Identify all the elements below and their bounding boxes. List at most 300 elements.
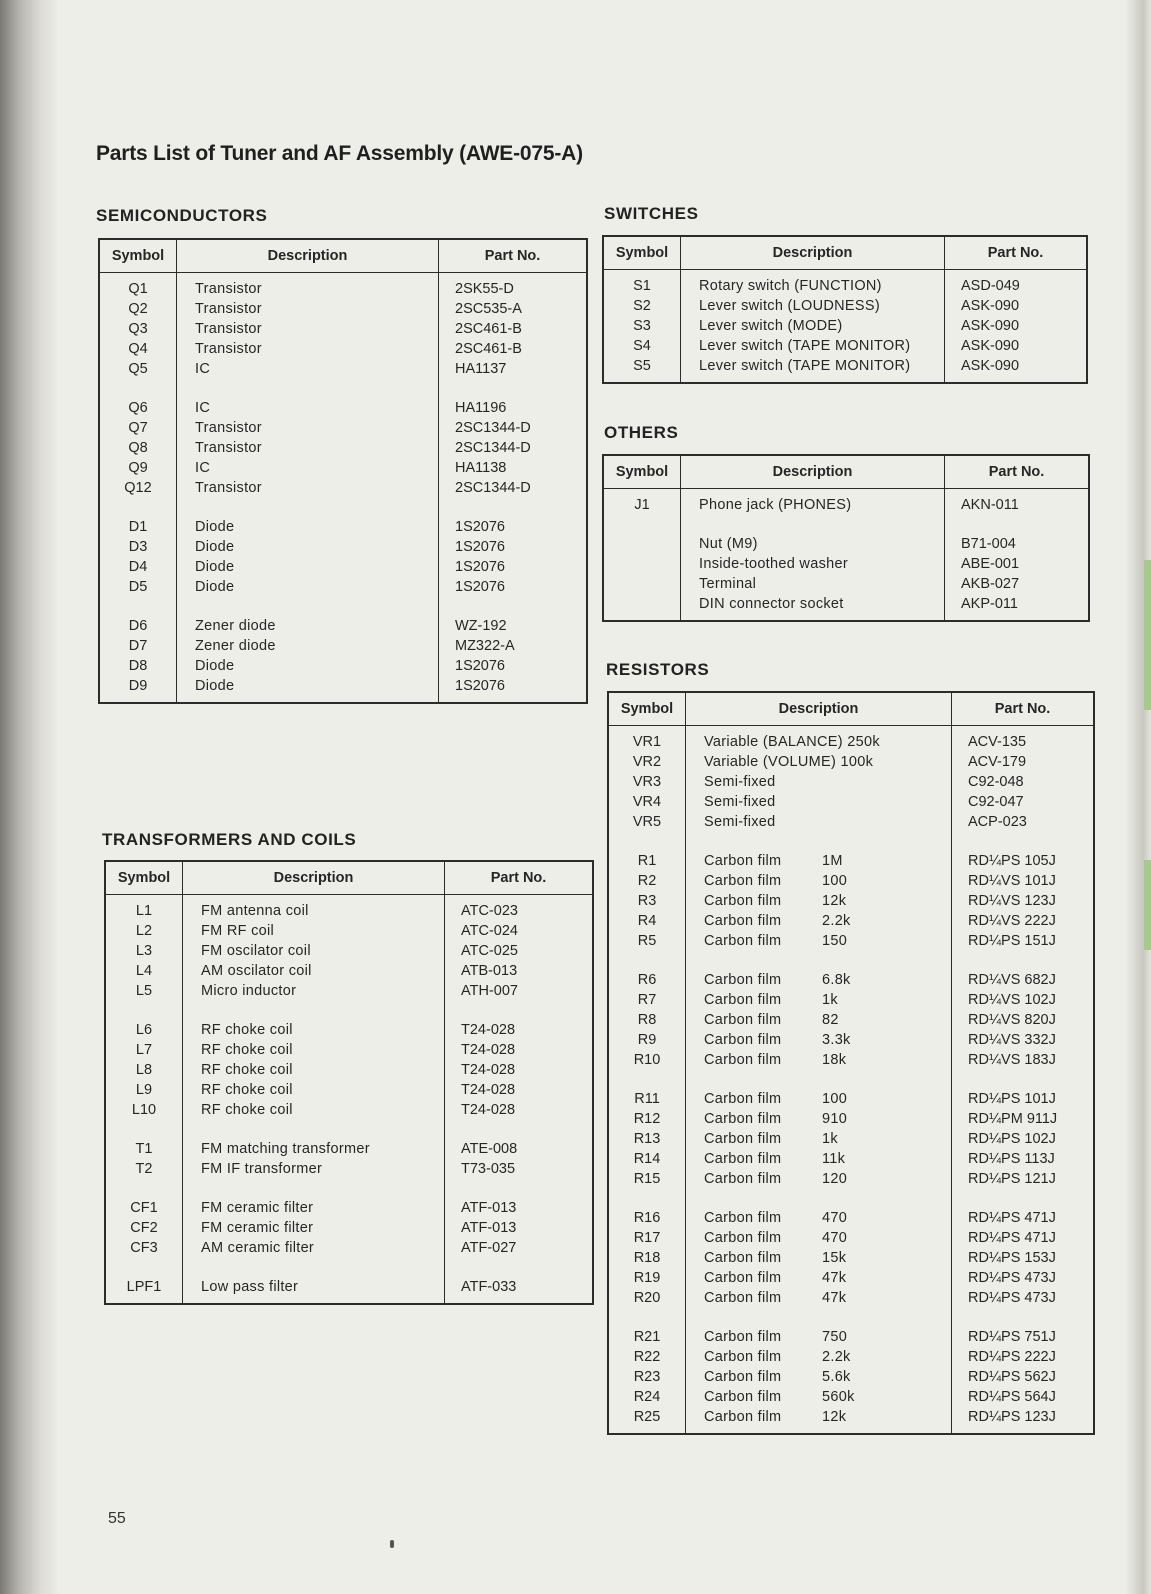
description-cell: Transistor: [195, 281, 262, 297]
symbol-cell: R10: [633, 1052, 661, 1068]
row-gap: [686, 1308, 951, 1327]
symbol-cell: VR3: [632, 774, 662, 790]
table-body: [100, 273, 586, 702]
part-no-cell: RD¼VS 123J: [968, 893, 1056, 909]
row-gap: [609, 951, 685, 970]
resistor-type: Carbon film: [704, 1032, 782, 1048]
part-no-cell: ATC-023: [461, 903, 518, 919]
symbol-cell: Q4: [128, 341, 148, 357]
page-binding-shadow: [0, 0, 58, 1594]
symbol-cell: D6: [128, 618, 148, 634]
part-no-cell: T73-035: [461, 1161, 516, 1177]
description-cell: [686, 1050, 951, 1070]
symbol-cell: S5: [633, 358, 651, 374]
resistor-value: 470: [822, 1210, 848, 1226]
table-header: [100, 240, 586, 273]
part-no-cell: ASK-090: [961, 358, 1020, 374]
symbol-cell: R9: [637, 1032, 657, 1048]
resistor-value: 150: [822, 933, 848, 949]
symbol-column: [609, 726, 685, 1433]
part-no-cell: RD¼VS 102J: [968, 992, 1056, 1008]
resistor-type: Carbon film: [704, 1349, 782, 1365]
row-gap: [609, 832, 685, 851]
part-no-cell: 1S2076: [455, 519, 505, 535]
resistor-value: 1M: [822, 853, 843, 869]
resistor-type: Carbon film: [704, 1409, 782, 1425]
description-cell: [686, 1367, 951, 1387]
resistor-type: Carbon film: [704, 873, 782, 889]
page-number: 55: [108, 1510, 126, 1527]
resistor-type: Carbon film: [704, 1290, 782, 1306]
table-body: [609, 726, 1093, 1433]
resistor-value: 470: [822, 1230, 848, 1246]
part-no-cell: 2SC1344-D: [455, 420, 531, 436]
part-no-cell: ATH-007: [461, 983, 518, 999]
description-cell: [686, 1030, 951, 1050]
description-cell: FM RF coil: [201, 923, 275, 939]
resistor-value: 12k: [822, 893, 847, 909]
resistor-type: Carbon film: [704, 1389, 782, 1405]
description-cell: RF choke coil: [201, 1022, 293, 1038]
resistor-type: Carbon film: [704, 1250, 782, 1266]
resistor-type: Carbon film: [704, 933, 782, 949]
symbol-cell: Q3: [128, 321, 148, 337]
resistor-type: Carbon film: [704, 853, 782, 869]
row-gap: [183, 1258, 444, 1277]
resistor-type: Carbon film: [704, 1270, 782, 1286]
row-gap: [106, 1258, 182, 1277]
others-table: [602, 454, 1090, 622]
description-cell: [686, 1248, 951, 1268]
row-gap: [952, 1308, 1093, 1327]
description-cell: Lever switch (TAPE MONITOR): [699, 338, 911, 354]
row-gap: [100, 379, 176, 398]
description-cell: [686, 1327, 951, 1347]
symbol-cell: Q1: [128, 281, 148, 297]
row-gap: [106, 1179, 182, 1198]
part-no-cell: 1S2076: [455, 579, 505, 595]
description-cell: IC: [195, 460, 211, 476]
description-column: [182, 895, 444, 1303]
description-cell: Inside-toothed washer: [699, 556, 848, 572]
description-cell: RF choke coil: [201, 1102, 293, 1118]
description-cell: Diode: [195, 579, 235, 595]
description-cell: Semi-fixed: [704, 814, 776, 830]
part-no-cell: C92-047: [968, 794, 1024, 810]
row-gap: [445, 1120, 592, 1139]
symbol-cell: R22: [633, 1349, 661, 1365]
part-no-cell: AKP-011: [961, 596, 1018, 612]
symbol-cell: S1: [633, 278, 651, 294]
description-cell: [686, 1268, 951, 1288]
symbol-cell: R12: [633, 1111, 661, 1127]
resistor-value: 5.6k: [822, 1369, 851, 1385]
description-cell: [686, 871, 951, 891]
part-no-cell: T24-028: [461, 1062, 516, 1078]
description-cell: [686, 851, 951, 871]
row-gap: [609, 1308, 685, 1327]
part-no-cell: RD¼VS 332J: [968, 1032, 1056, 1048]
description-cell: Semi-fixed: [704, 774, 776, 790]
row-gap: [439, 597, 586, 616]
description-cell: AM ceramic filter: [201, 1240, 315, 1256]
symbol-cell: D1: [128, 519, 148, 535]
part-no-cell: HA1196: [455, 400, 507, 416]
resistor-type: Carbon film: [704, 1012, 782, 1028]
description-cell: Low pass filter: [201, 1279, 299, 1295]
description-cell: Semi-fixed: [704, 794, 776, 810]
header-part-no: Part No.: [438, 240, 586, 272]
symbol-cell: R8: [637, 1012, 657, 1028]
row-gap: [609, 1189, 685, 1208]
row-gap: [439, 498, 586, 517]
part-no-cell: AKN-011: [961, 497, 1019, 513]
row-gap: [439, 379, 586, 398]
page-title: Parts List of Tuner and AF Assembly (AWE-075-A): [96, 142, 583, 165]
row-gap: [686, 951, 951, 970]
symbol-cell: Q6: [128, 400, 148, 416]
resistor-type: Carbon film: [704, 1131, 782, 1147]
symbol-cell: L8: [135, 1062, 153, 1078]
row-gap: [686, 1189, 951, 1208]
table-body: [106, 895, 592, 1303]
description-cell: [686, 1089, 951, 1109]
description-column: [685, 726, 951, 1433]
part-no-cell: ATE-008: [461, 1141, 518, 1157]
description-cell: Phone jack (PHONES): [699, 497, 852, 513]
symbol-cell: R7: [637, 992, 657, 1008]
table-header: [604, 456, 1088, 489]
part-no-cell: RD¼VS 101J: [968, 873, 1056, 889]
row-gap: [100, 498, 176, 517]
resistor-value: 47k: [822, 1290, 847, 1306]
part-no-cell: 2SC461-B: [455, 321, 522, 337]
resistor-value: 3.3k: [822, 1032, 851, 1048]
description-cell: Zener diode: [195, 618, 276, 634]
part-no-cell: RD¼PS 751J: [968, 1329, 1056, 1345]
part-no-column: [438, 273, 586, 702]
resistor-type: Carbon film: [704, 992, 782, 1008]
header-part-no: Part No.: [444, 862, 592, 894]
header-description: Description: [680, 237, 944, 269]
symbol-cell: R21: [633, 1329, 661, 1345]
part-no-cell: RD¼PS 473J: [968, 1290, 1056, 1306]
section-title-transformers: TRANSFORMERS AND COILS: [102, 830, 357, 849]
resistor-value: 12k: [822, 1409, 847, 1425]
row-gap: [686, 832, 951, 851]
part-no-cell: 2SC1344-D: [455, 480, 531, 496]
description-cell: FM oscilator coil: [201, 943, 311, 959]
symbol-cell: VR1: [632, 734, 662, 750]
header-description: Description: [685, 693, 951, 725]
description-cell: IC: [195, 361, 211, 377]
symbol-column: [604, 270, 680, 382]
part-no-cell: ASK-090: [961, 298, 1020, 314]
print-speck: [390, 1540, 394, 1548]
description-cell: [686, 990, 951, 1010]
part-no-cell: ACP-023: [968, 814, 1027, 830]
part-no-cell: 1S2076: [455, 559, 505, 575]
description-cell: FM ceramic filter: [201, 1200, 314, 1216]
part-no-cell: ATF-027: [461, 1240, 517, 1256]
part-no-column: [444, 895, 592, 1303]
description-cell: Zener diode: [195, 638, 276, 654]
symbol-cell: D3: [128, 539, 148, 555]
symbol-cell: D5: [128, 579, 148, 595]
part-no-cell: MZ322-A: [455, 638, 515, 654]
header-symbol: Symbol: [615, 245, 669, 261]
description-cell: [686, 1407, 951, 1427]
symbol-cell: CF2: [130, 1220, 158, 1236]
header-part-no: Part No.: [944, 237, 1086, 269]
description-column: [176, 273, 438, 702]
row-gap: [106, 1120, 182, 1139]
row-gap: [183, 1001, 444, 1020]
description-cell: FM matching transformer: [201, 1141, 370, 1157]
part-no-cell: ATC-025: [461, 943, 518, 959]
resistor-type: Carbon film: [704, 1171, 782, 1187]
description-cell: [686, 911, 951, 931]
description-cell: RF choke coil: [201, 1042, 293, 1058]
description-cell: Lever switch (TAPE MONITOR): [699, 358, 911, 374]
part-no-cell: ATF-033: [461, 1279, 517, 1295]
symbol-cell: R20: [633, 1290, 661, 1306]
description-cell: Diode: [195, 658, 235, 674]
resistor-value: 15k: [822, 1250, 847, 1266]
symbol-cell: L3: [135, 943, 153, 959]
part-no-cell: 1S2076: [455, 678, 505, 694]
page-edge-tab: [1144, 560, 1151, 710]
part-no-cell: RD¼VS 820J: [968, 1012, 1056, 1028]
part-no-cell: RD¼VS 222J: [968, 913, 1056, 929]
description-cell: [686, 970, 951, 990]
description-cell: IC: [195, 400, 211, 416]
part-no-cell: RD¼PS 473J: [968, 1270, 1056, 1286]
symbol-cell: T2: [135, 1161, 153, 1177]
resistor-type: Carbon film: [704, 972, 782, 988]
row-gap: [177, 379, 438, 398]
resistor-type: Carbon film: [704, 1230, 782, 1246]
description-cell: Diode: [195, 519, 235, 535]
description-cell: RF choke coil: [201, 1062, 293, 1078]
resistor-value: 2.2k: [822, 1349, 851, 1365]
part-no-cell: ASK-090: [961, 338, 1020, 354]
description-cell: [686, 1169, 951, 1189]
symbol-cell: J1: [634, 497, 650, 513]
table-body: [604, 270, 1086, 382]
description-cell: FM ceramic filter: [201, 1220, 314, 1236]
part-no-cell: RD¼PS 562J: [968, 1369, 1056, 1385]
symbol-cell: L5: [135, 983, 153, 999]
header-description: Description: [680, 456, 944, 488]
part-no-cell: RD¼PS 564J: [968, 1389, 1056, 1405]
part-no-cell: ATF-013: [461, 1220, 517, 1236]
part-no-cell: RD¼PS 105J: [968, 853, 1056, 869]
row-gap: [952, 832, 1093, 851]
symbol-cell: L4: [135, 963, 153, 979]
header-symbol: Symbol: [111, 248, 165, 264]
description-cell: Lever switch (LOUDNESS): [699, 298, 880, 314]
part-no-cell: RD¼PS 123J: [968, 1409, 1056, 1425]
row-gap: [106, 1001, 182, 1020]
section-title-switches: SWITCHES: [604, 204, 699, 223]
description-cell: [686, 1347, 951, 1367]
row-gap: [952, 951, 1093, 970]
description-cell: [686, 1109, 951, 1129]
section-title-resistors: RESISTORS: [606, 660, 710, 679]
part-no-cell: HA1137: [455, 361, 507, 377]
symbol-cell: R15: [633, 1171, 661, 1187]
symbol-cell: R25: [633, 1409, 661, 1425]
symbol-column: [100, 273, 176, 702]
symbol-cell: D4: [128, 559, 148, 575]
part-no-cell: AKB-027: [961, 576, 1020, 592]
symbol-cell: [604, 534, 680, 554]
part-no-cell: RD¼PS 471J: [968, 1210, 1056, 1226]
symbol-cell: S2: [633, 298, 651, 314]
resistor-value: 82: [822, 1012, 839, 1028]
symbol-column: [604, 489, 680, 620]
row-gap: [445, 1001, 592, 1020]
part-no-cell: T24-028: [461, 1042, 516, 1058]
symbol-cell: L10: [131, 1102, 157, 1118]
part-no-cell: ASD-049: [961, 278, 1020, 294]
transformers-table: [104, 860, 594, 1305]
symbol-cell: S4: [633, 338, 651, 354]
resistor-value: 910: [822, 1111, 848, 1127]
description-cell: Diode: [195, 539, 235, 555]
part-no-cell: RD¼VS 682J: [968, 972, 1056, 988]
description-cell: Transistor: [195, 321, 262, 337]
resistor-value: 2.2k: [822, 913, 851, 929]
resistor-value: 120: [822, 1171, 848, 1187]
part-no-cell: 2SC461-B: [455, 341, 522, 357]
symbol-cell: L6: [135, 1022, 153, 1038]
row-gap: [952, 1189, 1093, 1208]
row-gap: [100, 597, 176, 616]
part-no-cell: RD¼PS 113J: [968, 1151, 1055, 1167]
resistor-value: 1k: [822, 1131, 838, 1147]
row-gap: [609, 1070, 685, 1089]
header-symbol: Symbol: [620, 701, 674, 717]
description-cell: Transistor: [195, 341, 262, 357]
resistor-value: 750: [822, 1329, 848, 1345]
table-header: [106, 862, 592, 895]
resistor-type: Carbon film: [704, 1111, 782, 1127]
header-symbol: Symbol: [615, 464, 669, 480]
symbol-cell: L9: [135, 1082, 153, 1098]
switches-table: [602, 235, 1088, 384]
symbol-cell: L1: [135, 903, 153, 919]
resistor-value: 11k: [822, 1151, 846, 1167]
description-cell: [686, 1208, 951, 1228]
resistor-type: Carbon film: [704, 1369, 782, 1385]
description-cell: Variable (VOLUME) 100k: [704, 754, 874, 770]
symbol-cell: VR2: [632, 754, 662, 770]
part-no-cell: 2SK55-D: [455, 281, 514, 297]
description-cell: Lever switch (MODE): [699, 318, 843, 334]
description-cell: [686, 1149, 951, 1169]
part-no-cell: ACV-135: [968, 734, 1027, 750]
symbol-cell: R14: [633, 1151, 661, 1167]
symbol-cell: R5: [637, 933, 657, 949]
symbol-cell: R18: [633, 1250, 661, 1266]
description-cell: Diode: [195, 678, 235, 694]
description-cell: Nut (M9): [699, 536, 758, 552]
symbol-cell: R19: [633, 1270, 661, 1286]
part-no-cell: ATF-013: [461, 1200, 517, 1216]
symbol-cell: Q7: [128, 420, 148, 436]
description-cell: FM antenna coil: [201, 903, 309, 919]
symbol-cell: R24: [633, 1389, 661, 1405]
row-gap: [681, 515, 944, 534]
symbol-cell: VR5: [632, 814, 662, 830]
symbol-cell: VR4: [632, 794, 662, 810]
part-no-cell: RD¼PS 153J: [968, 1250, 1056, 1266]
part-no-cell: WZ-192: [455, 618, 507, 634]
resistor-type: Carbon film: [704, 1052, 782, 1068]
description-cell: RF choke coil: [201, 1082, 293, 1098]
description-cell: [686, 1288, 951, 1308]
symbol-cell: Q9: [128, 460, 148, 476]
resistor-type: Carbon film: [704, 1329, 782, 1345]
part-no-column: [944, 270, 1086, 382]
header-symbol: Symbol: [117, 870, 171, 886]
description-cell: Transistor: [195, 420, 262, 436]
description-cell: Variable (BALANCE) 250k: [704, 734, 880, 750]
resistor-type: Carbon film: [704, 1151, 782, 1167]
part-no-cell: ASK-090: [961, 318, 1020, 334]
part-no-cell: 1S2076: [455, 658, 505, 674]
header-description: Description: [182, 862, 444, 894]
resistor-type: Carbon film: [704, 1091, 782, 1107]
part-no-cell: ATC-024: [461, 923, 518, 939]
symbol-cell: L2: [135, 923, 153, 939]
description-cell: Transistor: [195, 480, 262, 496]
symbol-cell: S3: [633, 318, 651, 334]
part-no-cell: 2SC1344-D: [455, 440, 531, 456]
symbol-cell: [604, 554, 680, 574]
symbol-cell: D7: [128, 638, 148, 654]
symbol-column: [106, 895, 182, 1303]
symbol-cell: Q12: [124, 480, 152, 496]
row-gap: [177, 498, 438, 517]
description-cell: [686, 1228, 951, 1248]
part-no-cell: 2SC535-A: [455, 301, 522, 317]
part-no-cell: RD¼PS 151J: [968, 933, 1056, 949]
row-gap: [183, 1179, 444, 1198]
symbol-cell: [604, 574, 680, 594]
resistors-table: [607, 691, 1095, 1435]
part-no-cell: RD¼PS 471J: [968, 1230, 1056, 1246]
description-cell: [686, 1387, 951, 1407]
symbol-cell: R3: [637, 893, 657, 909]
symbol-cell: R6: [637, 972, 657, 988]
description-cell: [686, 1129, 951, 1149]
symbol-cell: R1: [637, 853, 657, 869]
description-cell: [686, 891, 951, 911]
part-no-cell: T24-028: [461, 1102, 516, 1118]
description-column: [680, 270, 944, 382]
symbol-cell: Q5: [128, 361, 148, 377]
resistor-value: 100: [822, 1091, 848, 1107]
description-cell: [686, 1010, 951, 1030]
symbol-cell: R17: [633, 1230, 661, 1246]
header-description: Description: [176, 240, 438, 272]
resistor-value: 1k: [822, 992, 838, 1008]
resistor-value: 6.8k: [822, 972, 851, 988]
row-gap: [445, 1258, 592, 1277]
